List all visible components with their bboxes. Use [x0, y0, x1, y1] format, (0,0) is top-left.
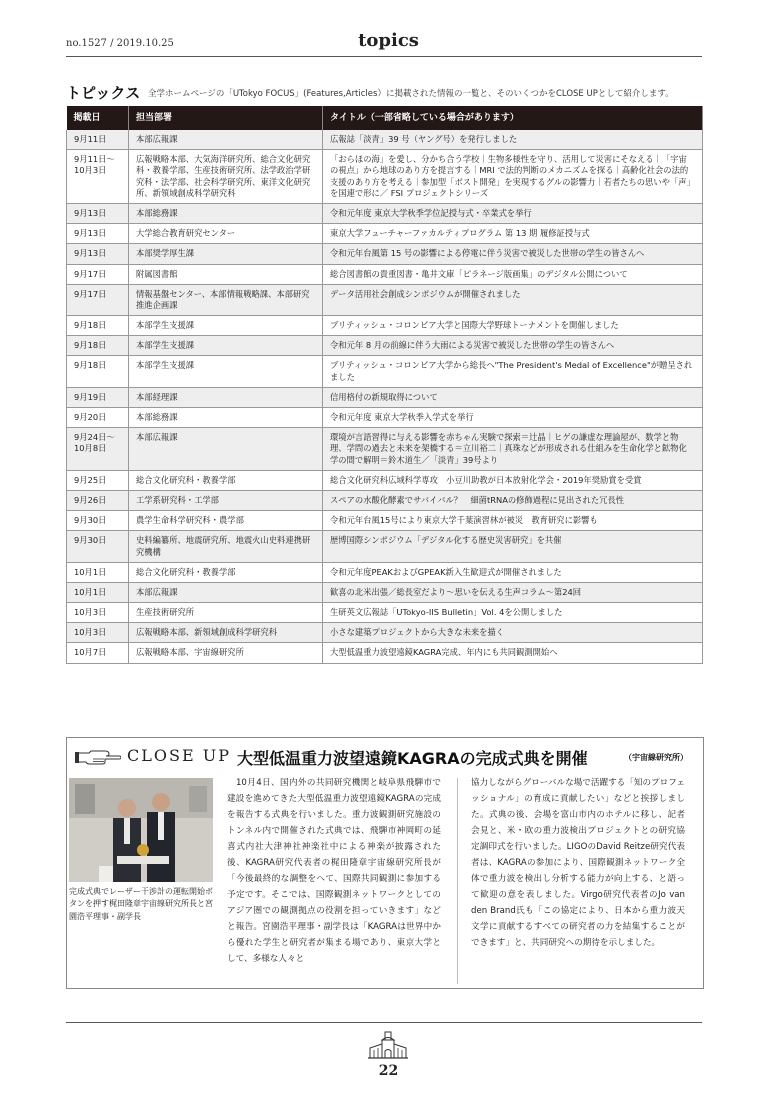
cell-date: 9月20日	[67, 408, 129, 428]
table-row	[67, 264, 703, 284]
table-row	[67, 531, 703, 562]
cell-dept: 本部総務課	[129, 203, 323, 223]
cell-title: 信用格付の新規取得について	[323, 387, 703, 407]
table-row	[67, 244, 703, 264]
table-row	[67, 490, 703, 510]
cell-date: 9月17日	[67, 284, 129, 315]
yasuda-auditorium-icon	[368, 1030, 408, 1062]
cell-title: 総合文化研究科広域科学専攻 小豆川助教が日本放射化学会・2019年奨励賞を受賞	[323, 470, 703, 490]
table-row	[67, 387, 703, 407]
cell-dept: 附属図書館	[129, 264, 323, 284]
cell-date: 9月13日	[67, 224, 129, 244]
cell-title: 大型低温重力波望遠鏡KAGRA完成、年内にも共同観測開始へ	[323, 643, 703, 663]
cell-dept: 本部経理課	[129, 387, 323, 407]
table-row	[67, 284, 703, 315]
closeup-label	[75, 746, 231, 765]
cell-title: 令和元年台風15号により東京大学千葉演習林が被災 教育研究に影響も	[323, 511, 703, 531]
cell-title: ブリティッシュ・コロンビア大学と国際大学野球トーナメントを開催しました	[323, 316, 703, 336]
cell-dept: 総合文化研究科・教養学部	[129, 470, 323, 490]
cell-dept: 本部奨学厚生課	[129, 244, 323, 264]
table-row	[67, 582, 703, 602]
table-row	[67, 336, 703, 356]
table-row	[67, 623, 703, 643]
cell-date: 10月1日	[67, 562, 129, 582]
topics-table	[66, 106, 703, 664]
table-row	[67, 428, 703, 471]
cell-date: 9月11日～10月3日	[67, 150, 129, 204]
cell-title: 小さな建築プロジェクトから大きな未来を描く	[323, 623, 703, 643]
table-row	[67, 511, 703, 531]
column-divider	[457, 778, 458, 984]
cell-date: 9月18日	[67, 356, 129, 387]
cell-dept: 情報基盤センター、本部情報戦略課、本部研究推進企画課	[129, 284, 323, 315]
issue-number: no.1527 / 2019.10.25	[66, 38, 174, 49]
cell-dept: 本部学生支援課	[129, 356, 323, 387]
cell-title: スペアの水酸化酵素でサバイバル？ 細菌tRNAの修飾過程に見出された冗長性	[323, 490, 703, 510]
cell-date: 9月25日	[67, 470, 129, 490]
cell-title: 環境が言語習得に与える影響を赤ちゃん実験で探索＝辻晶｜ヒゲの謙虚な理論屋が、数学と物理、学問の過去と未来を架橋する＝立川裕二｜真珠などが形成される仕組みを生命化学と鉱物化学の間で解明＝鈴木道生／「淡青」39号より	[323, 428, 703, 471]
cell-date: 9月11日	[67, 130, 129, 150]
table-row	[67, 643, 703, 663]
table-row	[67, 130, 703, 150]
cell-dept: 本部広報課	[129, 582, 323, 602]
table-row	[67, 470, 703, 490]
cell-dept: 広報戦略本部、大気海洋研究所、総合文化研究科・教養学部、生産技術研究所、法学政治学研究科・法学部、社会科学研究所、東洋文化研究所、新領域創成科学研究科	[129, 150, 323, 204]
topics-intro: 全学ホームページの「UTokyo FOCUS」(Features,Articles）に掲載された情報の一覧と、そのいくつかをCLOSE UPとして紹介します。	[148, 89, 674, 99]
cell-date: 10月3日	[67, 603, 129, 623]
cell-title: 歓喜の北米出張／総長室だより～思いを伝える生声コラム～第24回	[323, 582, 703, 602]
table-row	[67, 150, 703, 204]
cell-title: 令和元年台風第 15 号の影響による停電に伴う災害で被災した世帯の学生の皆さんへ	[323, 244, 703, 264]
cell-dept: 総合文化研究科・教養学部	[129, 562, 323, 582]
table-row	[67, 316, 703, 336]
cell-title: 令和元年度 東京大学秋季学位記授与式・卒業式を挙行	[323, 203, 703, 223]
cell-date: 9月13日	[67, 244, 129, 264]
closeup-section	[66, 737, 704, 989]
cell-dept: 生産技術研究所	[129, 603, 323, 623]
cell-dept: 広報戦略本部、新領域創成科学研究科	[129, 623, 323, 643]
table-row	[67, 203, 703, 223]
column-header-date: 掲載日	[67, 106, 129, 130]
closeup-org: （宇宙線研究所）	[624, 753, 688, 762]
column-header-title: タイトル（一部省略している場合があります）	[323, 106, 703, 130]
cell-dept: 本部学生支援課	[129, 336, 323, 356]
cell-dept: 本部広報課	[129, 428, 323, 471]
ceremony-photo	[69, 778, 213, 882]
ceremony-photo-icon	[69, 778, 213, 882]
cell-dept: 広報戦略本部、宇宙線研究所	[129, 643, 323, 663]
cell-title: 歴博国際シンポジウム「デジタル化する歴史災害研究」を共催	[323, 531, 703, 562]
cell-date: 9月24日～10月8日	[67, 428, 129, 471]
cell-date: 10月1日	[67, 582, 129, 602]
article-body-right: 協力しながらグローバルな場で活躍する「知のプロフェッショナル」の育成に貢献したい」などと挨拶しました。式典の後、会場を富山市内のホテルに移し、記者会見と、米・欧の重力波検出プロジェクトとの研究協定調印式を行いました。LIGOのDavid Reitze研究代表者は、KAGRAの参加により、国際観測ネットワーク全体で重力波を検出し分析する能力が向上する、と語って歓迎の意を表しました。Virgo研究代表者のJo van den Brand氏も「この協定により、日本から重力波天文学に貢献するすべての研究者の力を結集することができます」と、共同研究への期待を示しました。	[471, 778, 685, 948]
cell-date: 9月13日	[67, 203, 129, 223]
cell-title: 生研英文広報誌「UTokyo-IIS Bulletin」Vol. 4を公開しました	[323, 603, 703, 623]
header-divider	[66, 56, 702, 57]
cell-title: 令和元年度PEAKおよびGPEAK新入生歓迎式が開催されました	[323, 562, 703, 582]
table-row	[67, 408, 703, 428]
table-row	[67, 224, 703, 244]
cell-title: 東京大学フューチャーファカルティプログラム 第 13 期 履修証授与式	[323, 224, 703, 244]
cell-date: 9月17日	[67, 264, 129, 284]
cell-date: 9月18日	[67, 316, 129, 336]
column-header-dept: 担当部署	[129, 106, 323, 130]
table-header-row	[67, 106, 703, 130]
table-row	[67, 562, 703, 582]
cell-title: 「おらほの海」を愛し、分かち合う学校｜生物多様性を守り、活用して災害にそなえる｜「宇宙の視点」から地球のあり方を提言する｜MRI で法的判断のメカニズムを探る｜高齢化社会の法的支援のあり方を考える｜参加型「ボスト開発」を実現するグルの影響力｜若者たちの思いや「声」を国連で形に／ FSI プロジェクトシリーズ	[323, 150, 703, 204]
cell-title: ブリティッシュ・コロンビア大学から総長へ"The President's Medal of Excellence"が贈呈されました	[323, 356, 703, 387]
cell-date: 10月7日	[67, 643, 129, 663]
table-row	[67, 603, 703, 623]
cell-title: 令和元年度 東京大学秋季入学式を挙行	[323, 408, 703, 428]
cell-dept: 本部総務課	[129, 408, 323, 428]
cell-dept: 工学系研究科・工学部	[129, 490, 323, 510]
cell-dept: 本部広報課	[129, 130, 323, 150]
cell-date: 9月30日	[67, 531, 129, 562]
cell-title: 広報誌「淡青」39 号（ヤング号）を発行しました	[323, 130, 703, 150]
cell-date: 9月30日	[67, 511, 129, 531]
table-row	[67, 356, 703, 387]
cell-date: 9月18日	[67, 336, 129, 356]
footer-divider	[66, 1022, 702, 1023]
cell-dept: 本部学生支援課	[129, 316, 323, 336]
cell-dept: 大学総合教育研究センター	[129, 224, 323, 244]
cell-date: 9月19日	[67, 387, 129, 407]
closeup-title: 大型低温重力波望遠鏡KAGRAの完成式典を開催	[237, 749, 588, 768]
closeup-text: CLOSE UP	[127, 746, 231, 765]
cell-date: 9月26日	[67, 490, 129, 510]
cell-title: 令和元年 8 月の前線に伴う大雨による災害で被災した世帯の学生の皆さんへ	[323, 336, 703, 356]
cell-title: 総合図書館の貴重図書・亀井文庫「ピラネージ版画集」のデジタル公開について	[323, 264, 703, 284]
article-body-left: 10月4日、国内外の共同研究機関と岐阜県飛騨市で建設を進めてきた大型低温重力波望遠鏡KAGRAの完成を報告する式典を行いました。重力波観測研究施設のトンネル内で開催された式典では、飛騨市神岡町の延喜式内社大津神社神楽社中による神楽が披露された後、KAGRA研究代表者の梶田隆章宇宙線研究所長が「今後最終的な調整をへて、国際共同観測に参加する予定です。そこでは、国際観測ネットワークとしてのアジア圏での観測拠点の役割を担っていきます」などと報告。宮園浩平理事・副学長は「KAGRAは世界中から優れた学生と研究者が集まる場であり、東京大学として、多様な人々と	[227, 778, 441, 964]
photo-caption: 完成式典でレーザー干渉計の運転開始ボタンを押す梶田隆章宇宙線研究所長と宮園浩平理事・副学長	[69, 887, 213, 921]
section-title: topics	[358, 30, 419, 51]
cell-dept: 史料編纂所、地震研究所、地震火山史料連携研究機構	[129, 531, 323, 562]
topics-heading: トピックス	[66, 84, 141, 102]
cell-title: データ活用社会創成シンポジウムが開催されました	[323, 284, 703, 315]
pointing-hand-icon	[75, 747, 121, 765]
cell-date: 10月3日	[67, 623, 129, 643]
page-number: 22	[378, 1063, 399, 1079]
cell-dept: 農学生命科学研究科・農学部	[129, 511, 323, 531]
